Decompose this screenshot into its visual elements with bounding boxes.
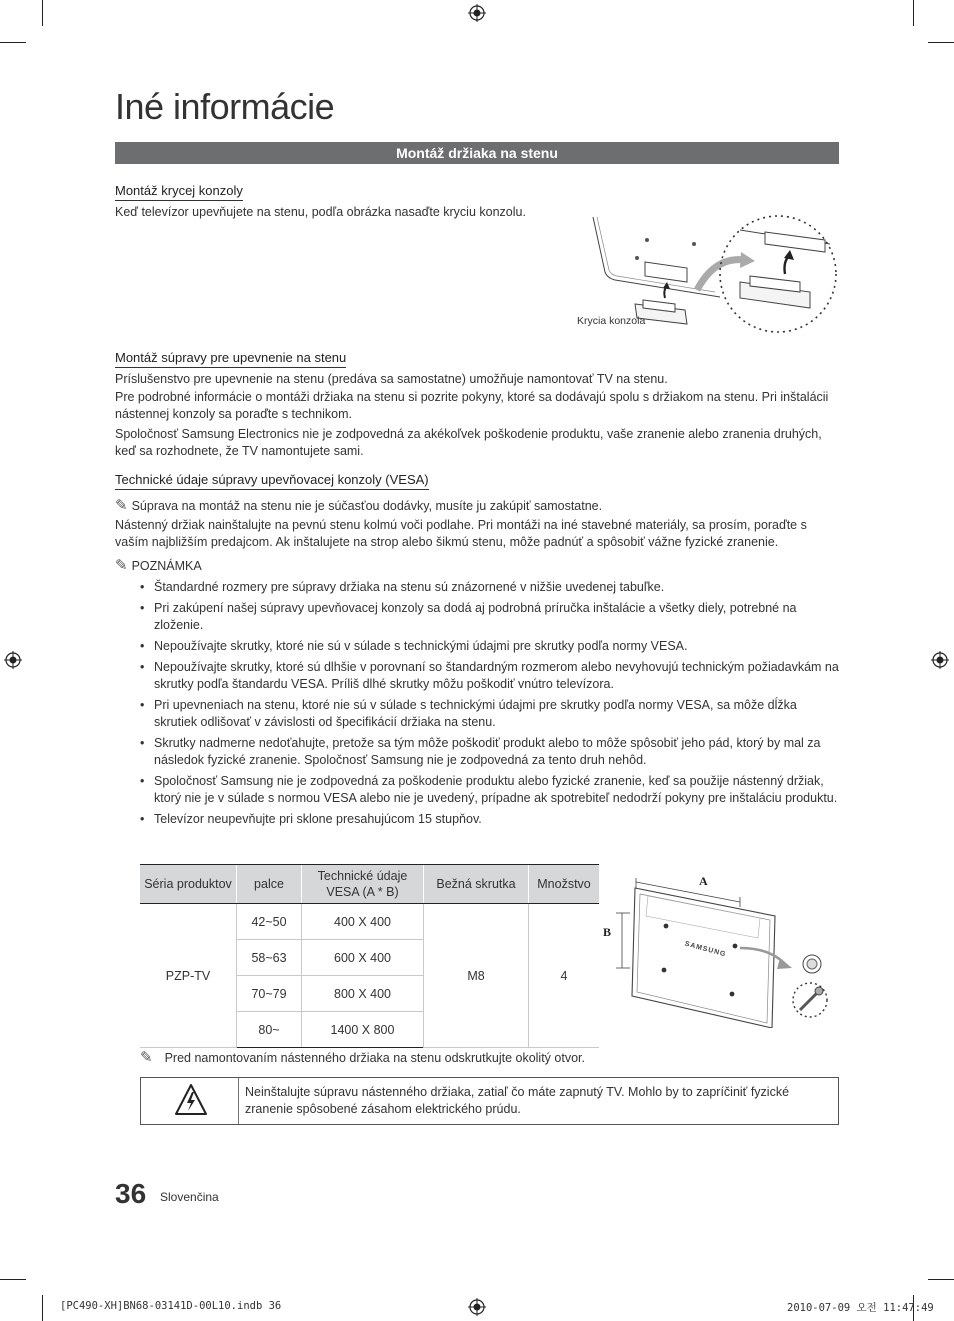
list-item: • Nepoužívajte skrutky, ktoré sú dlhšie v porovnaní so štandardným rozmerom alebo nevyhovujú technickým požiadavkám na skrutky podľa štandardu VESA. Príliš dlhé skrutky môžu poškodiť vnútro televízora. [140,659,840,693]
registration-mark-icon [4,651,22,669]
header-series: Séria produktov [140,865,237,904]
registration-mark-icon [931,651,949,669]
cell-screw: M8 [424,904,529,1048]
registration-mark-icon [468,1298,486,1316]
cell-vesa: 400 X 400 [302,904,424,940]
cover-text: Keď televízor upevňujete na stenu, podľa obrázka nasaďte kryciu konzolu. [115,205,526,219]
electric-shock-warning-icon [174,1083,208,1117]
page-number: 36 [115,1178,147,1209]
header-quantity: Množstvo [529,865,600,904]
vesa-spec-table [140,864,599,1048]
crop-mark [913,0,914,26]
warning-box [140,1077,839,1125]
kit-paragraph-1: Príslušenstvo pre upevnenie na stenu (predáva sa samostatne) umožňuje namontovať TV na stenu. [115,372,668,386]
note-bullet-list [140,579,840,832]
section-title-bar: Montáž držiaka na stenu [115,142,839,164]
cell-inches: 70~79 [237,976,302,1012]
cell-vesa: 1400 X 800 [302,1012,424,1048]
crop-mark [0,42,26,43]
cell-inches: 80~ [237,1012,302,1048]
list-item: • Pri upevneniach na stenu, ktoré nie sú v súlade s technickými údajmi pre skrutky podľa normy VESA, sa môže dĺžka skrutiek odlišovať v závislosti od špecifikácií držiaka na stenu. [140,697,840,731]
tv-back-figure [600,868,840,1028]
kit-paragraph-2: Pre podrobné informácie o montáži držiaka na stenu si pozrite pokyny, ktoré sa dodávajú spolu s držiakom na stenu. Pri inštalácii nástennej konzoly sa poraďte s technikom. [115,390,829,421]
note-label-text: POZNÁMKA [131,559,202,573]
crop-mark [928,1279,954,1280]
vesa-note-1-text: Súprava na montáž na stenu nie je súčasťou dodávky, musíte ju zakúpiť samostatne. [131,499,603,513]
dimension-a-label: A [699,874,708,888]
pencil-note-icon: ✎ [115,557,128,574]
crop-mark [42,0,43,26]
pencil-note-icon: ✎ [140,1049,153,1066]
language-label: Slovenčina [160,1190,219,1204]
crop-mark [928,42,954,43]
cover-figure-label: Krycia konzola [577,315,646,327]
kit-heading: Montáž súpravy pre upevnenie na stenu [115,350,346,368]
header-screw: Bežná skrutka [424,865,529,904]
list-item: • Štandardné rozmery pre súpravy držiaka na stenu sú znázornené v nižšie uvedenej tabuľke. [140,579,840,596]
cell-inches: 42~50 [237,904,302,940]
cell-quantity: 4 [529,904,600,1048]
footer-datetime: 2010-07-09 오전 11:47:49 [787,1302,934,1314]
crop-mark [0,1279,26,1280]
list-item: • Nepoužívajte skrutky, ktoré nie sú v súlade s technickými údajmi pre skrutky podľa normy VESA. [140,638,840,655]
header-vesa: Technické údaje VESA (A * B) [302,865,424,904]
table-row [140,904,599,940]
page-title: Iné informácie [115,86,335,127]
cover-heading: Montáž krycej konzoly [115,183,243,201]
vesa-heading: Technické údaje súpravy upevňovacej konzoly (VESA) [115,472,429,490]
list-item: • Skrutky nadmerne nedoťahujte, pretože sa tým môže poškodiť produkt alebo to môže spôsobiť jeho pád, ktorý by mal za následok fyzické zranenie. Spoločnosť Samsung nie je zodpovedná za tento druh nehôd. [140,735,840,769]
list-item: • Televízor neupevňujte pri sklone presahujúcom 15 stupňov. [140,811,840,828]
kit-paragraph-3: Spoločnosť Samsung Electronics nie je zodpovedná za akékoľvek poškodenie produktu, vaše zranenie alebo zranenia druhých, keď sa rozhodnete, že TV namontujete sami. [115,427,822,458]
list-item: • Spoločnosť Samsung nie je zodpovedná za poškodenie produktu alebo fyzické zranenie, keď sa použije nástenný držiak, ktorý nie je v súlade s normou VESA alebo nie je uvedený, prípadne ak spotrebiteľ nedodrží pokyny pre inštaláciu produktu. [140,773,840,807]
vesa-note-2 [140,1049,840,1067]
vesa-note-1 [115,497,839,515]
tv-brand-logo: SAMSUNG [683,940,727,959]
pencil-note-icon: ✎ [115,497,128,514]
cell-vesa: 600 X 400 [302,940,424,976]
cell-inches: 58~63 [237,940,302,976]
vesa-paragraph: Nástenný držiak nainštalujte na pevnú stenu kolmú voči podlahe. Pri montáži na iné stavebné materiály, sa prosím, poraďte s vaším najbližším predajcom. Ak inštalujete na strop alebo šikmú stenu, môže padnúť a spôsobiť vážne fyzické zranenie. [115,518,807,549]
warning-text: Neinštalujte súpravu nástenného držiaka, zatiaľ čo máte zapnutý TV. Mohlo by to zapríčiniť fyzické zranenie spôsobené zásahom elektrického prúdu. [245,1085,790,1116]
crop-mark [42,1295,43,1321]
footer-file-name: [PC490-XH]BN68-03141D-00L10.indb 36 [60,1300,282,1312]
cell-vesa: 800 X 400 [302,976,424,1012]
header-inches: palce [237,865,302,904]
vesa-note-label [115,557,839,575]
warning-icon-cell [141,1078,239,1124]
registration-mark-icon [468,4,486,22]
dimension-b-label: B [603,925,612,939]
vesa-note-2-text: Pred namontovaním nástenného držiaka na stenu odskrutkujte okolitý otvor. [164,1051,585,1065]
cell-series: PZP-TV [140,904,237,1048]
table-header-row [140,865,599,904]
list-item: • Pri zakúpení našej súpravy upevňovacej konzoly sa dodá aj podrobná príručka inštalácie a všetky diely, potrebné na zloženie. [140,600,840,634]
